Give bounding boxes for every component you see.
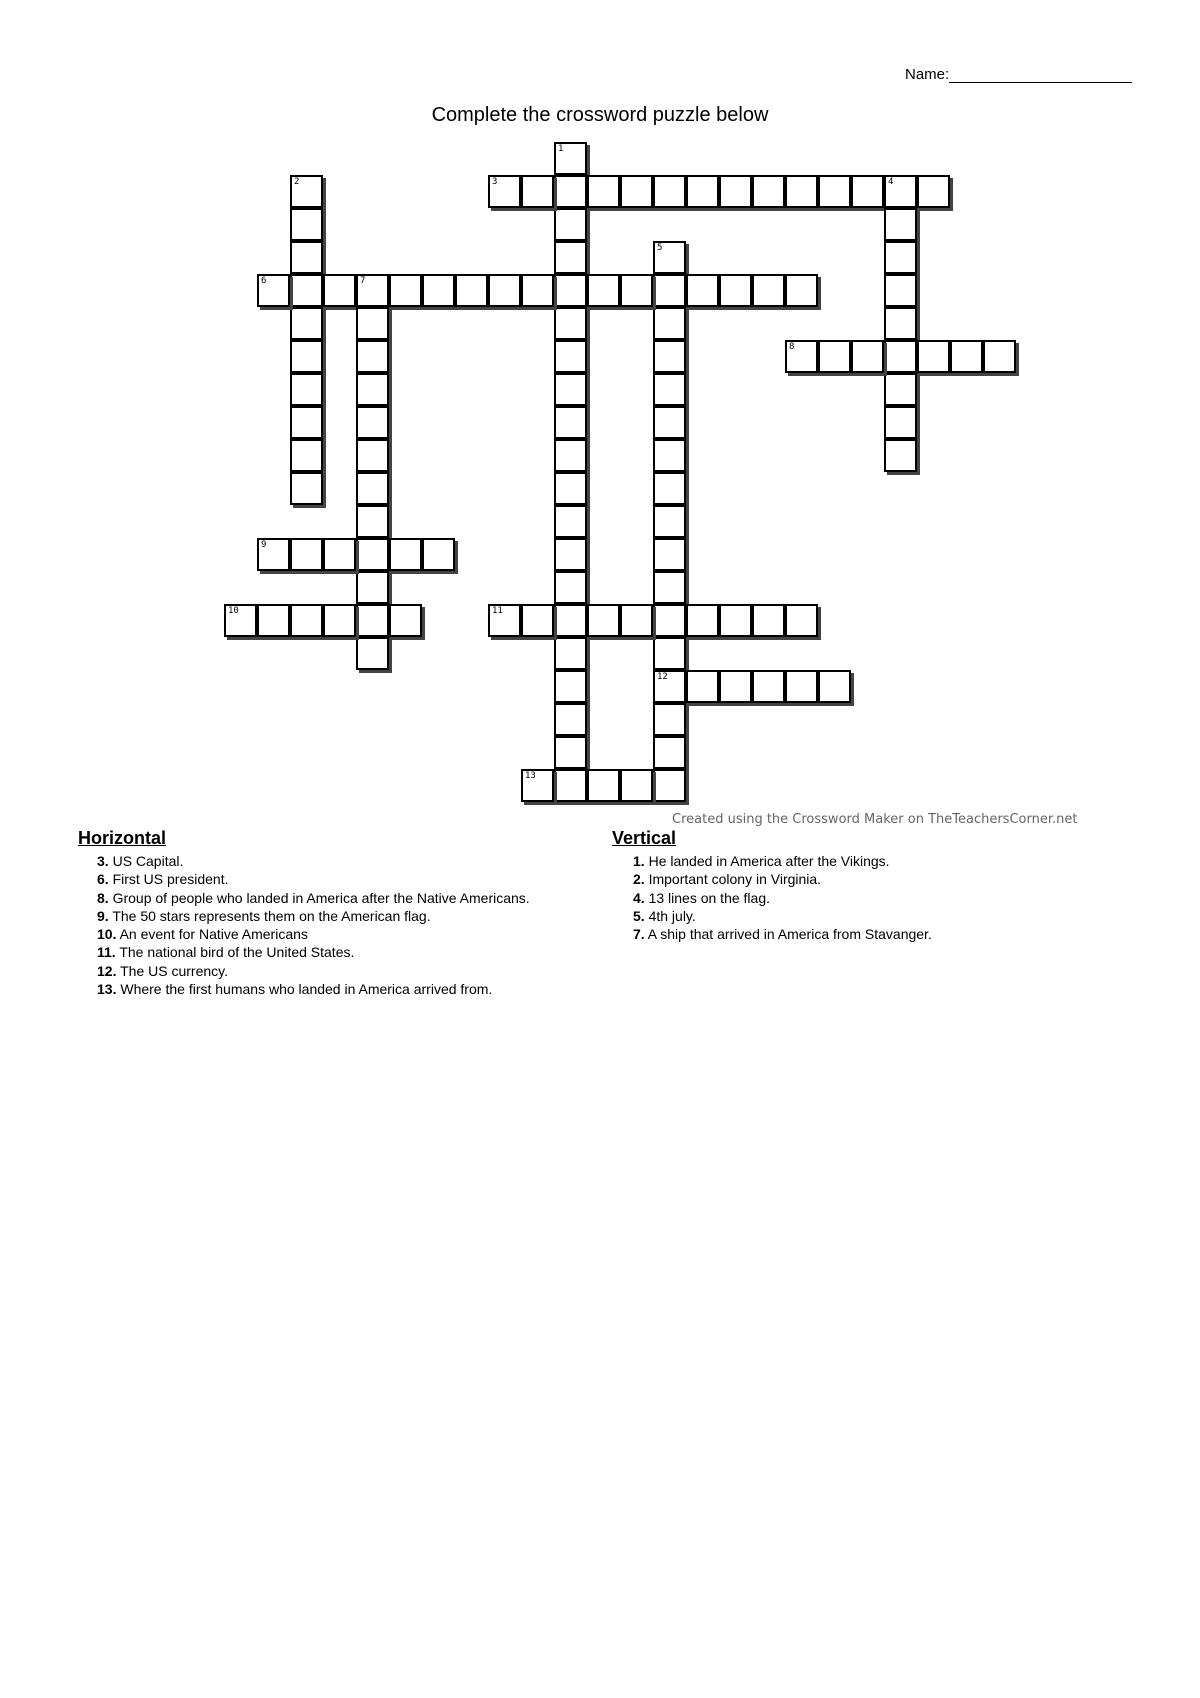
crossword-cell[interactable] <box>653 505 686 538</box>
crossword-cell[interactable] <box>290 406 323 439</box>
clue-item <box>97 980 530 998</box>
crossword-cell[interactable] <box>884 274 917 307</box>
crossword-cell[interactable] <box>554 769 587 802</box>
crossword-cell[interactable] <box>587 175 620 208</box>
down-clues <box>612 828 932 943</box>
crossword-cell[interactable] <box>719 175 752 208</box>
crossword-cell[interactable] <box>290 439 323 472</box>
crossword-cell[interactable] <box>851 175 884 208</box>
crossword-cell[interactable] <box>983 340 1016 373</box>
crossword-cell[interactable] <box>653 406 686 439</box>
clue-item-text: Important colony in Virginia. <box>644 871 822 888</box>
crossword-cell[interactable] <box>554 670 587 703</box>
crossword-cell[interactable] <box>257 538 290 571</box>
clue-item <box>633 852 932 870</box>
crossword-cell[interactable] <box>653 340 686 373</box>
down-heading: Vertical <box>612 828 677 848</box>
crossword-cell[interactable] <box>686 175 719 208</box>
crossword-cell[interactable] <box>488 604 521 637</box>
crossword-cell[interactable] <box>719 670 752 703</box>
crossword-cell[interactable] <box>884 175 917 208</box>
crossword-cell[interactable] <box>917 175 950 208</box>
clue-item-text: Group of people who landed in America after the Native Americans. <box>108 889 530 906</box>
crossword-cell[interactable] <box>818 175 851 208</box>
crossword-cell[interactable] <box>554 340 587 373</box>
crossword-cell[interactable] <box>653 439 686 472</box>
clue-number: 9 <box>261 540 267 550</box>
across-clues <box>78 828 530 998</box>
crossword-cell[interactable] <box>620 274 653 307</box>
clue-item-number: 10. <box>97 926 117 943</box>
clue-item-text: The national bird of the United States. <box>115 944 355 961</box>
crossword-cell[interactable] <box>356 472 389 505</box>
crossword-cell[interactable] <box>653 175 686 208</box>
crossword-cell[interactable] <box>587 274 620 307</box>
crossword-cell[interactable] <box>356 538 389 571</box>
crossword-cell[interactable] <box>290 241 323 274</box>
crossword-cell[interactable] <box>356 373 389 406</box>
clue-item-number: 7. <box>633 926 645 943</box>
crossword-cell[interactable] <box>686 274 719 307</box>
crossword-cell[interactable] <box>752 604 785 637</box>
crossword-cell[interactable] <box>356 439 389 472</box>
crossword-cell[interactable] <box>884 406 917 439</box>
crossword-cell[interactable] <box>554 241 587 274</box>
crossword-cell[interactable] <box>818 340 851 373</box>
crossword-cell[interactable] <box>356 307 389 340</box>
crossword-cell[interactable] <box>224 604 257 637</box>
crossword-cell[interactable] <box>356 571 389 604</box>
crossword-cell[interactable] <box>785 604 818 637</box>
crossword-cell[interactable] <box>587 769 620 802</box>
crossword-cell[interactable] <box>653 670 686 703</box>
crossword-cell[interactable] <box>620 604 653 637</box>
crossword-cell[interactable] <box>554 208 587 241</box>
crossword-cell[interactable] <box>785 340 818 373</box>
crossword-cell[interactable] <box>653 373 686 406</box>
crossword-cell[interactable] <box>752 274 785 307</box>
crossword-cell[interactable] <box>917 340 950 373</box>
crossword-cell[interactable] <box>389 604 422 637</box>
across-heading: Horizontal <box>78 828 166 848</box>
crossword-cell[interactable] <box>521 604 554 637</box>
clue-item-number: 6. <box>97 871 109 888</box>
crossword-cell[interactable] <box>653 604 686 637</box>
crossword-cell[interactable] <box>785 670 818 703</box>
clue-number: 11 <box>492 606 503 616</box>
crossword-cell[interactable] <box>290 208 323 241</box>
crossword-cell[interactable] <box>554 505 587 538</box>
crossword-cell[interactable] <box>554 538 587 571</box>
crossword-cell[interactable] <box>884 241 917 274</box>
crossword-cell[interactable] <box>389 274 422 307</box>
crossword-cell[interactable] <box>884 439 917 472</box>
crossword-cell[interactable] <box>554 736 587 769</box>
clue-number: 6 <box>261 276 267 286</box>
crossword-cell[interactable] <box>653 241 686 274</box>
crossword-cell[interactable] <box>884 208 917 241</box>
clue-item-number: 3. <box>97 853 109 869</box>
crossword-cell[interactable] <box>521 274 554 307</box>
clue-number: 1 <box>558 144 564 154</box>
clue-item-text: 4th july. <box>644 907 696 924</box>
clue-item-text: US Capital. <box>108 853 184 869</box>
crossword-cell[interactable] <box>356 340 389 373</box>
clue-item-number: 1. <box>633 853 645 869</box>
crossword-cell[interactable] <box>554 142 587 175</box>
crossword-cell[interactable] <box>653 538 686 571</box>
clue-item-number: 2. <box>633 871 645 888</box>
crossword-cell[interactable] <box>950 340 983 373</box>
clue-item-number: 11. <box>97 944 116 961</box>
crossword-cell[interactable] <box>752 175 785 208</box>
crossword-cell[interactable] <box>356 604 389 637</box>
clue-number: 13 <box>525 771 536 781</box>
crossword-grid <box>0 0 1200 820</box>
clue-item-number: 4. <box>633 889 645 906</box>
crossword-cell[interactable] <box>356 505 389 538</box>
crossword-cell[interactable] <box>884 373 917 406</box>
crossword-cell[interactable] <box>653 769 686 802</box>
clue-item-text: The US currency. <box>116 962 228 979</box>
crossword-cell[interactable] <box>785 175 818 208</box>
crossword-cell[interactable] <box>323 538 356 571</box>
crossword-cell[interactable] <box>488 274 521 307</box>
crossword-cell[interactable] <box>653 472 686 505</box>
clue-item <box>97 870 530 888</box>
crossword-cell[interactable] <box>653 571 686 604</box>
clue-item-text: He landed in America after the Vikings. <box>644 853 890 869</box>
clue-item <box>97 925 530 943</box>
crossword-cell[interactable] <box>323 604 356 637</box>
crossword-cell[interactable] <box>653 307 686 340</box>
crossword-cell[interactable] <box>785 274 818 307</box>
crossword-cell[interactable] <box>851 340 884 373</box>
crossword-cell[interactable] <box>290 274 323 307</box>
crossword-cell[interactable] <box>356 406 389 439</box>
crossword-cell[interactable] <box>554 637 587 670</box>
crossword-cell[interactable] <box>323 274 356 307</box>
clue-number: 3 <box>492 177 498 187</box>
crossword-cell[interactable] <box>257 604 290 637</box>
clue-item <box>633 870 932 888</box>
clue-item <box>633 907 932 925</box>
name-label: Name: <box>905 66 950 83</box>
crossword-cell[interactable] <box>686 670 719 703</box>
clue-number: 12 <box>657 672 668 682</box>
crossword-cell[interactable] <box>554 439 587 472</box>
crossword-cell[interactable] <box>455 274 488 307</box>
clue-number: 2 <box>294 177 300 187</box>
crossword-cell[interactable] <box>356 637 389 670</box>
clue-item-text: The 50 stars represents them on the American flag. <box>108 907 431 924</box>
crossword-cell[interactable] <box>521 175 554 208</box>
crossword-cell[interactable] <box>686 604 719 637</box>
crossword-cell[interactable] <box>290 472 323 505</box>
crossword-cell[interactable] <box>290 175 323 208</box>
crossword-cell[interactable] <box>554 406 587 439</box>
crossword-cell[interactable] <box>290 604 323 637</box>
clue-number: 7 <box>360 276 366 286</box>
down-clue-list <box>612 852 932 943</box>
crossword-cell[interactable] <box>554 274 587 307</box>
crossword-cell[interactable] <box>653 703 686 736</box>
credit-text: Created using the Crossword Maker on TheTeachersCorner.net <box>672 812 1078 827</box>
crossword-cell[interactable] <box>488 175 521 208</box>
clue-item <box>633 925 932 943</box>
clue-item <box>97 943 530 961</box>
crossword-cell[interactable] <box>884 340 917 373</box>
clue-item-number: 8. <box>97 889 109 906</box>
crossword-cell[interactable] <box>752 670 785 703</box>
crossword-cell[interactable] <box>719 604 752 637</box>
clue-item-text: 13 lines on the flag. <box>644 889 770 906</box>
clue-item <box>97 889 530 907</box>
clue-item-text: First US president. <box>108 871 229 888</box>
crossword-cell[interactable] <box>884 307 917 340</box>
crossword-cell[interactable] <box>257 274 290 307</box>
crossword-cell[interactable] <box>290 307 323 340</box>
crossword-cell[interactable] <box>653 637 686 670</box>
crossword-cell[interactable] <box>554 373 587 406</box>
crossword-cell[interactable] <box>620 175 653 208</box>
crossword-cell[interactable] <box>554 175 587 208</box>
crossword-cell[interactable] <box>554 472 587 505</box>
clue-item-number: 9. <box>97 907 109 924</box>
crossword-cell[interactable] <box>554 571 587 604</box>
clue-item-text: Where the first humans who landed in America arrived from. <box>116 981 493 998</box>
crossword-cell[interactable] <box>521 769 554 802</box>
crossword-cell[interactable] <box>290 340 323 373</box>
across-clue-list <box>78 852 530 998</box>
clue-item <box>633 889 932 907</box>
crossword-cell[interactable] <box>620 769 653 802</box>
clue-item <box>97 852 530 870</box>
clue-number: 5 <box>657 243 663 253</box>
crossword-cell[interactable] <box>719 274 752 307</box>
crossword-cell[interactable] <box>653 274 686 307</box>
crossword-cell[interactable] <box>587 604 620 637</box>
crossword-cell[interactable] <box>422 274 455 307</box>
clue-number: 8 <box>789 342 795 352</box>
crossword-cell[interactable] <box>389 538 422 571</box>
crossword-cell[interactable] <box>653 736 686 769</box>
crossword-cell[interactable] <box>290 373 323 406</box>
clue-item-number: 13. <box>97 981 117 998</box>
crossword-cell[interactable] <box>818 670 851 703</box>
crossword-cell[interactable] <box>290 538 323 571</box>
crossword-cell[interactable] <box>554 307 587 340</box>
clue-number: 10 <box>228 606 239 616</box>
crossword-cell[interactable] <box>422 538 455 571</box>
clue-item <box>97 907 530 925</box>
crossword-cell[interactable] <box>554 703 587 736</box>
clue-item-number: 5. <box>633 907 645 924</box>
page-title: Complete the crossword puzzle below <box>431 104 769 126</box>
crossword-cell[interactable] <box>356 274 389 307</box>
clue-item <box>97 962 530 980</box>
clue-item-text: An event for Native Americans <box>116 926 308 943</box>
clue-item-number: 12. <box>97 962 117 979</box>
crossword-cell[interactable] <box>554 604 587 637</box>
clue-item-text: A ship that arrived in America from Stavanger. <box>644 926 932 943</box>
clue-number: 4 <box>888 177 894 187</box>
